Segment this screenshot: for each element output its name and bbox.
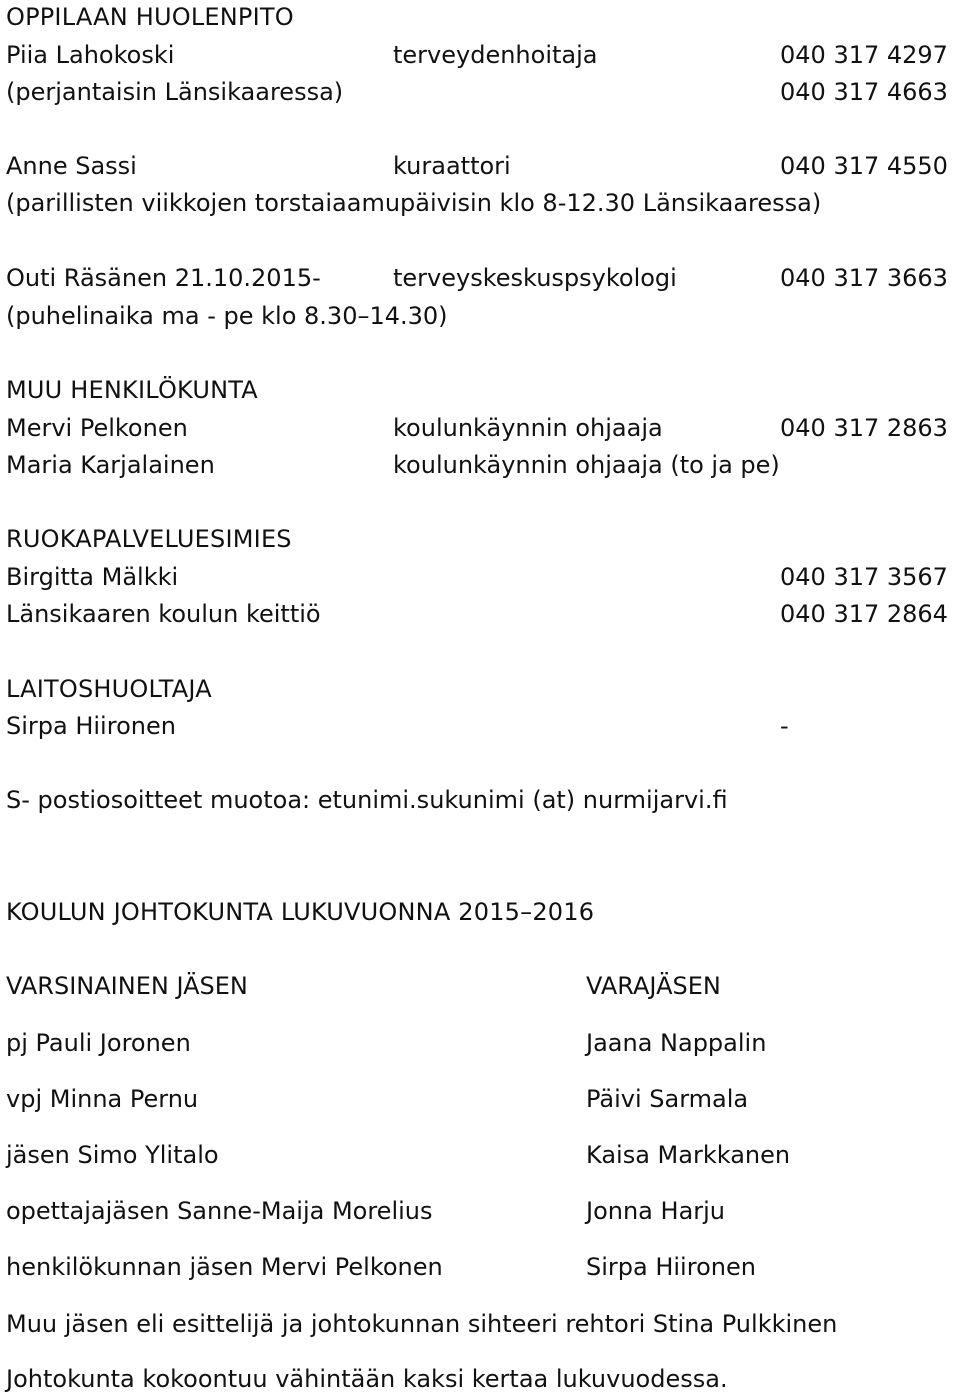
- board-heading: KOULUN JOHTOKUNTA LUKUVUONNA 2015–2016: [6, 898, 595, 926]
- contact-phone: 040 317 3567: [780, 563, 948, 591]
- board-deputy: Jonna Harju: [586, 1197, 726, 1225]
- board-member: opettajajäsen Sanne-Maija Morelius: [6, 1197, 433, 1225]
- email-note: S- postiosoitteet muotoa: etunimi.sukunimi (at) nurmijarvi.fi: [6, 786, 728, 814]
- contact-row: [6, 453, 956, 477]
- board-row: [6, 1143, 956, 1167]
- contact-name: Anne Sassi: [6, 152, 137, 180]
- care-heading: OPPILAAN HUOLENPITO: [6, 3, 294, 31]
- staff-heading: MUU HENKILÖKUNTA: [6, 376, 258, 404]
- contact-name: Outi Räsänen 21.10.2015-: [6, 264, 321, 292]
- board-deputy: Kaisa Markkanen: [586, 1141, 791, 1169]
- board-row: [6, 1031, 956, 1055]
- board-member: henkilökunnan jäsen Mervi Pelkonen: [6, 1253, 443, 1281]
- board-member: pj Pauli Joronen: [6, 1029, 191, 1057]
- board-row: [6, 1255, 956, 1279]
- contact-phone: 040 317 2863: [780, 414, 948, 442]
- contact-name: Maria Karjalainen: [6, 451, 215, 479]
- board-column-headers: [6, 974, 956, 998]
- contact-phone: -: [780, 712, 789, 740]
- board-deputy: Päivi Sarmala: [586, 1085, 749, 1113]
- board-member: jäsen Simo Ylitalo: [6, 1141, 219, 1169]
- contact-row: [6, 416, 956, 440]
- contact-row: [6, 602, 956, 626]
- secretary-note: Muu jäsen eli esittelijä ja johtokunnan sihteeri rehtori Stina Pulkkinen: [6, 1310, 838, 1338]
- board-main-header: VARSINAINEN JÄSEN: [6, 972, 248, 1000]
- contact-role: koulunkäynnin ohjaaja (to ja pe): [393, 451, 780, 479]
- board-deputy: Jaana Nappalin: [586, 1029, 767, 1057]
- contact-name: Piia Lahokoski: [6, 41, 175, 69]
- contact-row: [6, 266, 956, 290]
- contact-note: (parillisten viikkojen torstaiaamupäivisin klo 8-12.30 Länsikaaressa): [6, 189, 822, 217]
- board-row: [6, 1199, 956, 1223]
- board-row: [6, 1087, 956, 1111]
- janitor-heading: LAITOSHUOLTAJA: [6, 675, 212, 703]
- contact-role: koulunkäynnin ohjaaja: [393, 414, 663, 442]
- board-member: vpj Minna Pernu: [6, 1085, 199, 1113]
- contact-phone: 040 317 3663: [780, 264, 948, 292]
- contact-role: terveyskeskuspsykologi: [393, 264, 677, 292]
- board-deputy: Sirpa Hiironen: [586, 1253, 756, 1281]
- contact-row: [6, 80, 956, 104]
- contact-row: [6, 43, 956, 67]
- contact-row: [6, 714, 956, 738]
- contact-row: [6, 154, 956, 178]
- food-heading: RUOKAPALVELUESIMIES: [6, 525, 292, 553]
- board-deputy-header: VARAJÄSEN: [586, 972, 721, 1000]
- contact-role: terveydenhoitaja: [393, 41, 598, 69]
- contact-name: Birgitta Mälkki: [6, 563, 179, 591]
- contact-note: (puhelinaika ma - pe klo 8.30–14.30): [6, 302, 448, 330]
- contact-phone: 040 317 4550: [780, 152, 948, 180]
- contact-name: Länsikaaren koulun keittiö: [6, 600, 321, 628]
- meeting-note: Johtokunta kokoontuu vähintään kaksi kertaa lukuvuodessa.: [6, 1365, 728, 1393]
- contact-phone: 040 317 4663: [780, 78, 948, 106]
- contact-note: (perjantaisin Länsikaaressa): [6, 78, 344, 106]
- contact-role: kuraattori: [393, 152, 511, 180]
- contact-name: Mervi Pelkonen: [6, 414, 188, 442]
- contact-name: Sirpa Hiironen: [6, 712, 176, 740]
- contact-phone: 040 317 4297: [780, 41, 948, 69]
- contact-row: [6, 565, 956, 589]
- contact-phone: 040 317 2864: [780, 600, 948, 628]
